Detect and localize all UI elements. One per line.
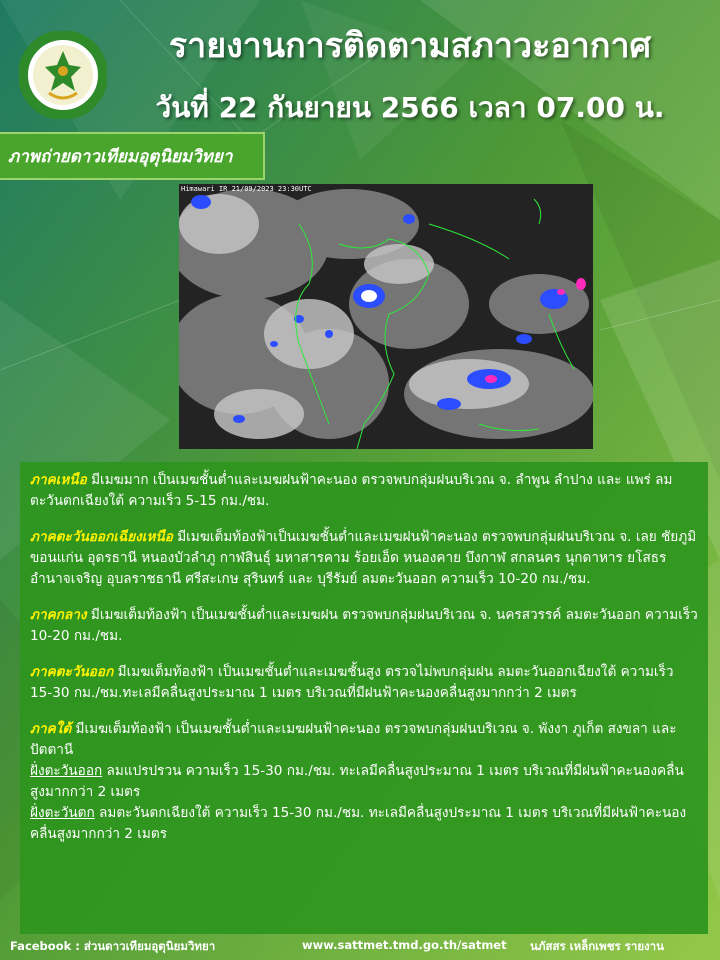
south-west-coast-label: ฝั่งตะวันตก [30,805,95,821]
region-northeast [30,527,698,590]
region-north [30,470,698,512]
south-east-coast-text: ลมแปรปรวน ความเร็ว 15-30 กม./ชม. ทะเลมีคลื่นสูงประมาณ 1 เมตร บริเวณที่มีฝนฟ้าคะนองคลื่นสูงมากกว่า 2 เมตร [30,763,684,800]
region-central-heading: ภาคกลาง [30,607,87,623]
region-north-text: มีเมฆมาก เป็นเมฆชั้นต่ำและเมฆฝนฟ้าคะนอง ตรวจพบกลุ่มฝนบริเวณ จ. ลำพูน ลำปาง และ แพร่ ลมตะวันตกเฉียงใต้ ความเร็ว 5-15 กม./ชม. [30,472,673,509]
page-title: รายงานการติดตามสภาวะอากาศ [168,26,652,66]
footer [0,936,720,960]
region-east-heading: ภาคตะวันออก [30,664,114,680]
report-date: วันที่ 22 กันยายน 2566 เวลา 07.00 น. [155,91,665,124]
region-central-text: มีเมฆเต็มท้องฟ้า เป็นเมฆชั้นต่ำและเมฆฝน ตรวจพบกลุ่มฝนบริเวณ จ. นครสวรรค์ ลมตะวันออก ความเร็ว 10-20 กม./ชม. [30,607,698,644]
footer-reporter: นภัสสร เหล็กเพชร รายงาน [530,939,664,953]
satellite-map [179,184,593,449]
weather-report-panel [20,462,708,934]
satellite-image [179,184,593,449]
region-south-heading: ภาคใต้ [30,721,72,737]
region-north-heading: ภาคเหนือ [30,472,87,488]
region-south [30,719,698,845]
footer-facebook[interactable]: Facebook : ส่วนดาวเทียมอุตุนิยมวิทยา [10,939,216,953]
region-south-text: มีเมฆเต็มท้องฟ้า เป็นเมฆชั้นต่ำและเมฆฝนฟ้าคะนอง ตรวจพบกลุ่มฝนบริเวณ จ. พังงา ภูเก็ต สงขลา และ ปัตตานี [30,721,677,758]
south-east-coast-label: ฝั่งตะวันออก [30,763,103,779]
south-west-coast-text: ลมตะวันตกเฉียงใต้ ความเร็ว 15-30 กม./ชม. ทะเลมีคลื่นสูงประมาณ 1 เมตร บริเวณที่มีฝนฟ้าคะนองคลื่นสูงมากกว่า 2 เมตร [30,805,687,842]
footer-website[interactable]: www.sattmet.tmd.go.th/satmet [302,938,507,952]
region-east [30,662,698,704]
region-east-text: มีเมฆเต็มท้องฟ้า เป็นเมฆชั้นต่ำและเมฆชั้นสูง ตรวจไม่พบกลุ่มฝน ลมตะวันออกเฉียงใต้ ความเร็ว 15-30 กม./ชม.ทะเลมีคลื่นสูงประมาณ 1 เมตร บริเวณที่มีฝนฟ้าคะนองคลื่นสูงมากกว่า 2 เมตร [30,664,674,701]
section-label: ภาพถ่ายดาวเทียมอุตุนิยมวิทยา [0,132,265,180]
region-northeast-heading: ภาคตะวันออกเฉียงเหนือ [30,529,173,545]
region-central [30,605,698,647]
region-northeast-text: มีเมฆเต็มท้องฟ้าเป็นเมฆชั้นต่ำและเมฆฝนฟ้าคะนอง ตรวจพบกลุ่มฝนบริเวณ จ. เลย ชัยภูมิ ขอนแก่น อุดรธานี หนองบัวลำภู กาฬสินธุ์ มหาสารคาม ร้อยเอ็ด หนองคาย บึงกาฬ สกลนคร นุกดาหาร ยโสธร อำนาจเจริญ อุบลราชธานี ศรีสะเกษ สุรินทร์ และ บุรีรัมย์ ลมตะวันออก ความเร็ว 10-20 กม./ชม. [30,529,697,587]
satellite-timestamp: Himawari IR 21/09/2023 23:30UTC [181,185,312,193]
tmd-logo [19,31,107,119]
